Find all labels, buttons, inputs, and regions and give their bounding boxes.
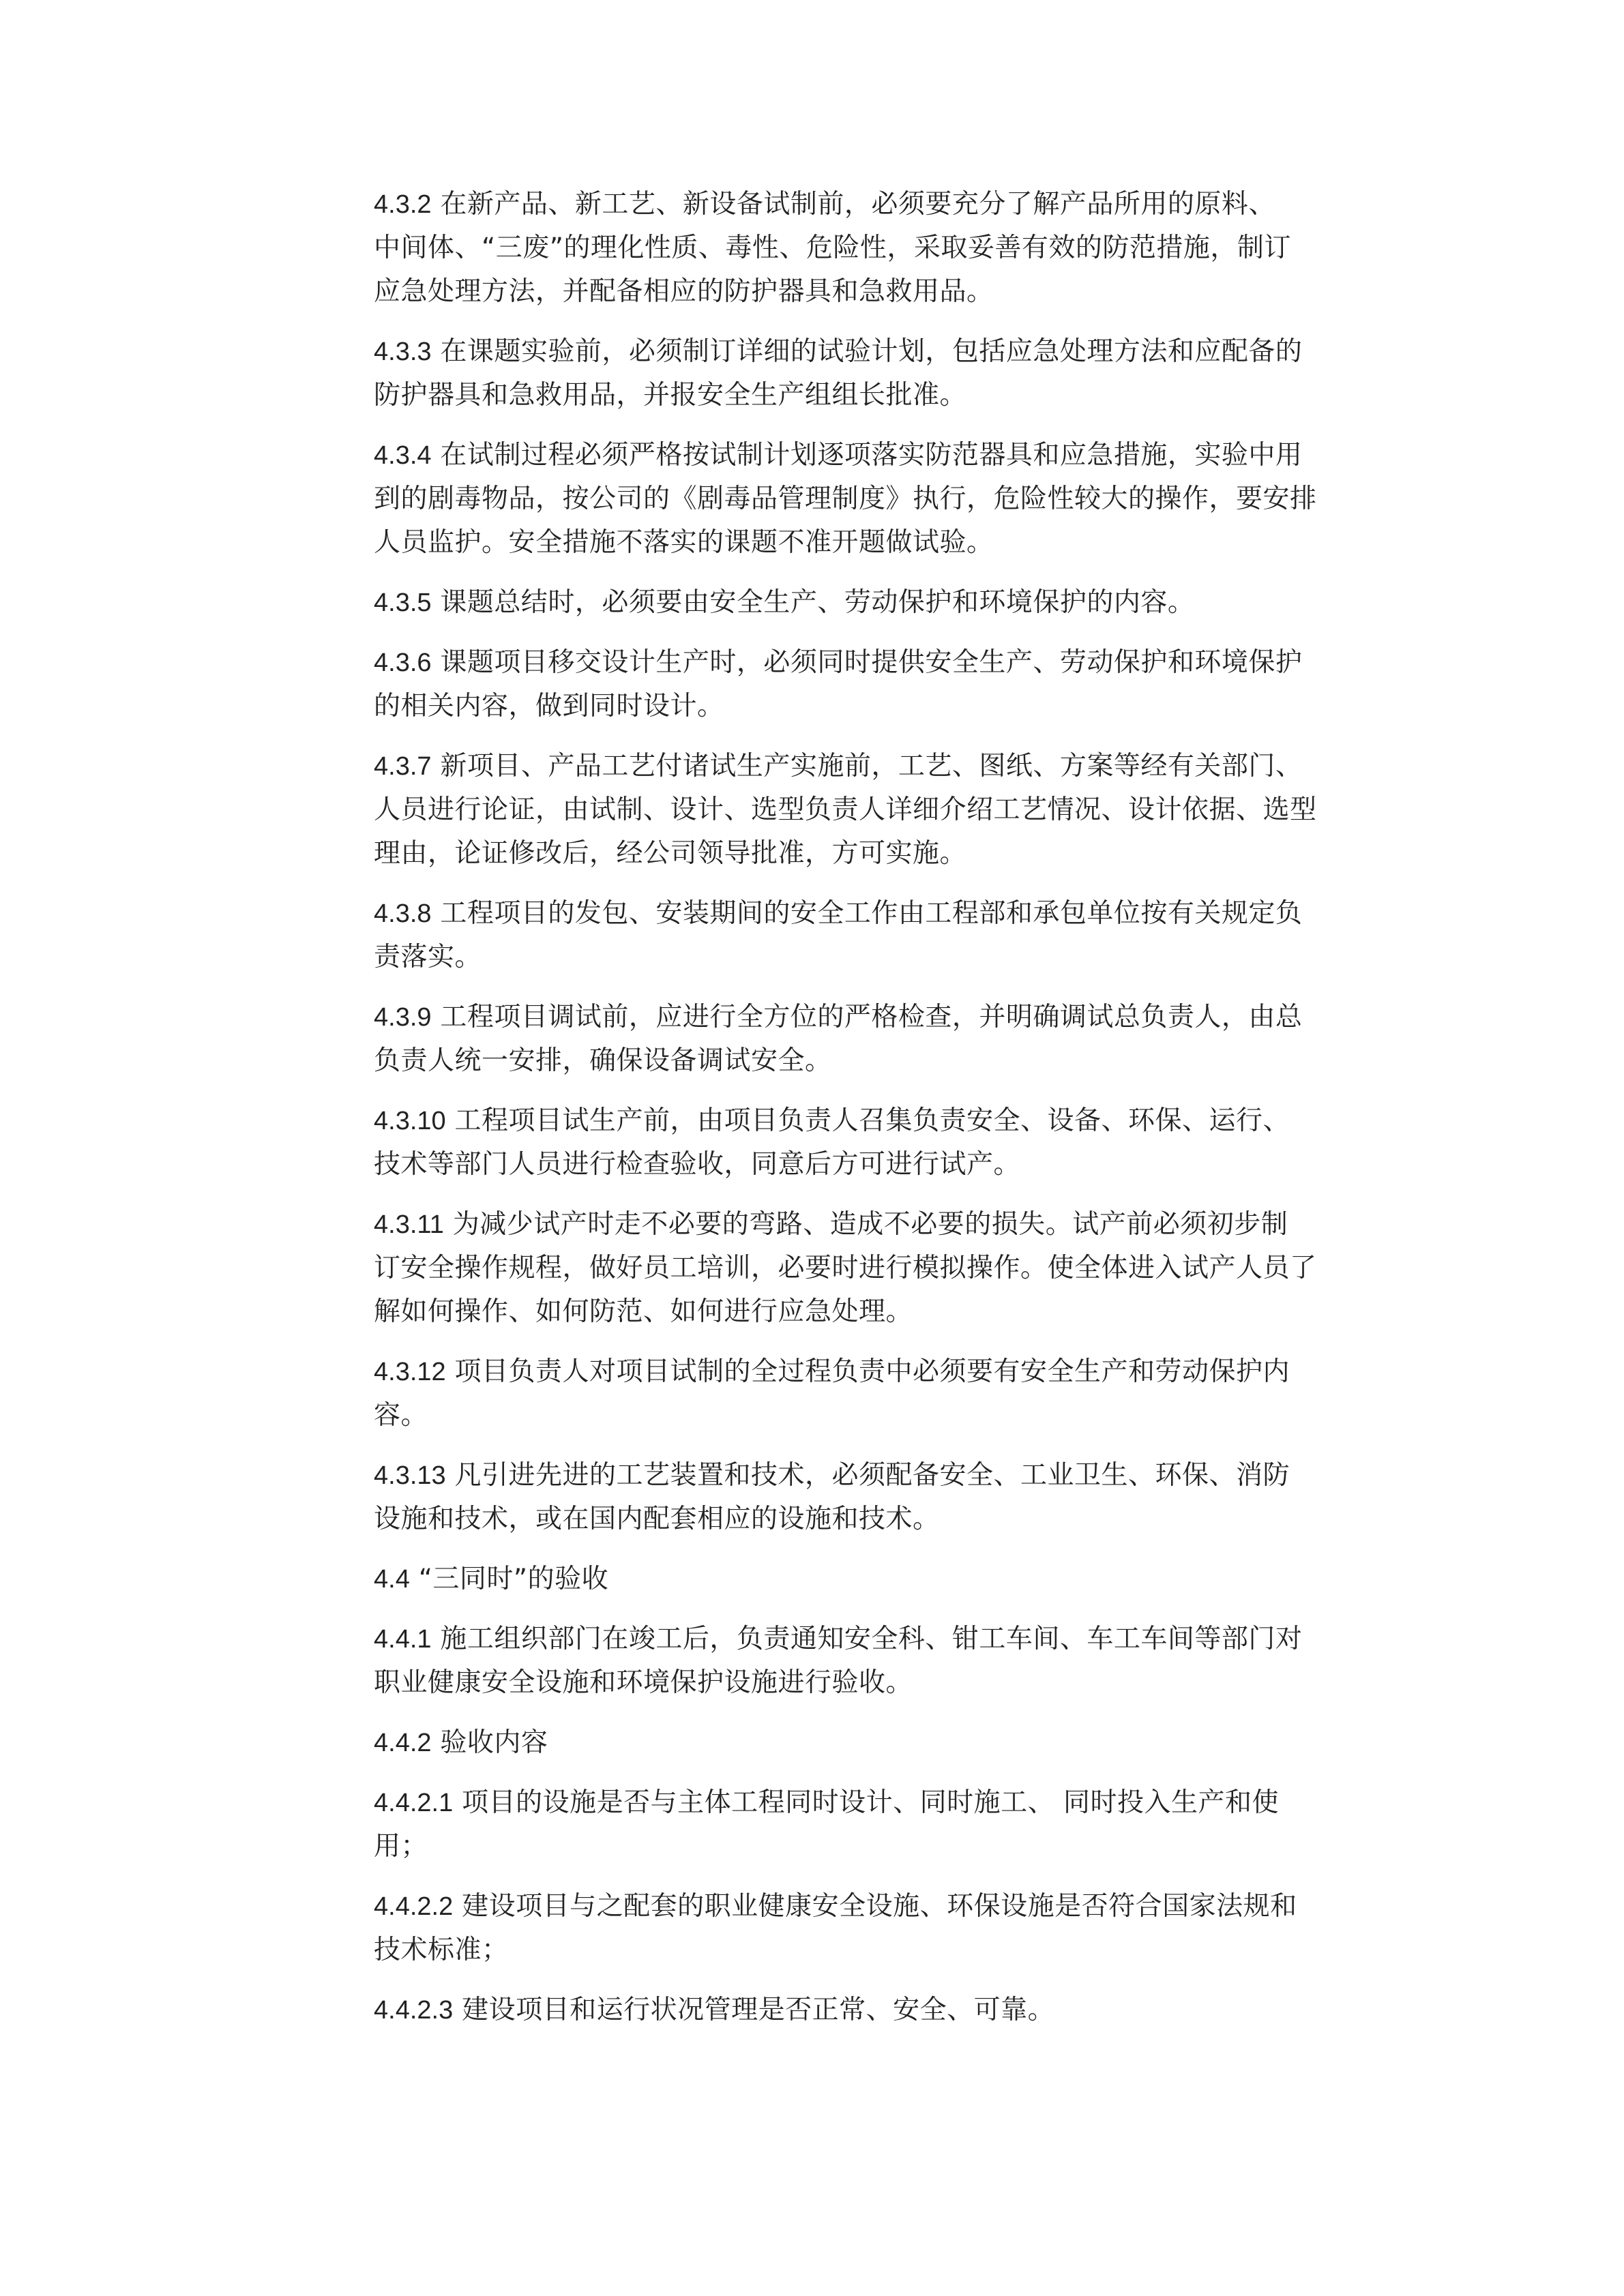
paragraph bbox=[374, 745, 1376, 876]
clause-text: 为减少试产时走不必要的弯路、造成不必要的损失。试产前必须初步制 bbox=[443, 1209, 1288, 1240]
paragraph-line bbox=[374, 996, 1376, 1039]
paragraph-line bbox=[374, 581, 1376, 625]
clause-number: 4.3.11 bbox=[374, 1210, 444, 1239]
clause-text: 技术等部门人员进行检查验收，同意后方可进行试产。 bbox=[374, 1149, 1021, 1180]
clause-text: 用； bbox=[374, 1831, 428, 1862]
clause-text: 建设项目和运行状况管理是否正常、安全、可靠。 bbox=[453, 1995, 1055, 2025]
paragraph-line bbox=[374, 1617, 1376, 1661]
clause-text: 工程项目试生产前，由项目负责人召集负责安全、设备、环保、运行、 bbox=[445, 1105, 1290, 1136]
clause-text: 解如何操作、如何防范、如何进行应急处理。 bbox=[374, 1296, 913, 1327]
clause-text: 课题总结时，必须要由安全生产、劳动保护和环境保护的内容。 bbox=[431, 587, 1195, 618]
paragraph bbox=[374, 1203, 1376, 1334]
clause-number: 4.3.13 bbox=[374, 1461, 446, 1490]
paragraph-line bbox=[374, 936, 1376, 979]
clause-text: 的相关内容，做到同时设计。 bbox=[374, 691, 724, 721]
paragraph-line bbox=[374, 1247, 1376, 1290]
clause-text: 理由，论证修改后，经公司领导批准，方可实施。 bbox=[374, 838, 967, 869]
clause-number: 4.3.6 bbox=[374, 648, 432, 677]
clause-number: 4.3.5 bbox=[374, 588, 432, 617]
paragraph bbox=[374, 1350, 1376, 1437]
clause-text: 技术标准； bbox=[374, 1935, 509, 1965]
clause-text: 在试制过程必须严格按试制计划逐项落实防范器具和应急措施，实验中用 bbox=[431, 440, 1303, 471]
clause-number: 4.3.10 bbox=[374, 1107, 446, 1135]
clause-number: 4.3.7 bbox=[374, 752, 432, 781]
paragraph-line bbox=[374, 521, 1376, 565]
paragraph bbox=[374, 641, 1376, 728]
paragraph-line bbox=[374, 1885, 1376, 1928]
clause-text: 在新产品、新工艺、新设备试制前，必须要充分了解产品所用的原料、 bbox=[431, 189, 1275, 220]
clause-text: 建设项目与之配套的职业健康安全设施、环保设施是否符合国家法规和 bbox=[453, 1891, 1297, 1922]
paragraph-line bbox=[374, 1454, 1376, 1497]
paragraph-line bbox=[374, 183, 1376, 226]
paragraph-line bbox=[374, 892, 1376, 936]
paragraph bbox=[374, 1454, 1376, 1541]
paragraph-line bbox=[374, 1781, 1376, 1825]
clause-text: 验收内容 bbox=[431, 1727, 548, 1758]
clause-text: 订安全操作规程，做好员工培训，必要时进行模拟操作。使全体进入试产人员了 bbox=[374, 1253, 1317, 1283]
clause-text: 容。 bbox=[374, 1400, 428, 1431]
clause-text: 负责人统一安排，确保设备调试安全。 bbox=[374, 1045, 832, 1076]
clause-number: 4.3.9 bbox=[374, 1003, 432, 1032]
clause-number: 4.4.2.1 bbox=[374, 1789, 454, 1817]
paragraph-line bbox=[374, 1099, 1376, 1143]
paragraph-line bbox=[374, 1143, 1376, 1187]
clause-text: 人员监护。安全措施不落实的课题不准开题做试验。 bbox=[374, 527, 994, 558]
paragraph bbox=[374, 1099, 1376, 1187]
clause-text: 设施和技术，或在国内配套相应的设施和技术。 bbox=[374, 1504, 940, 1534]
paragraph bbox=[374, 1988, 1376, 2032]
paragraph-line bbox=[374, 270, 1376, 314]
paragraph-line bbox=[374, 1661, 1376, 1705]
paragraph bbox=[374, 1617, 1376, 1705]
clause-text: 职业健康安全设施和环境保护设施进行验收。 bbox=[374, 1667, 913, 1698]
clause-text: 凡引进先进的工艺装置和技术，必须配备安全、工业卫生、环保、消防 bbox=[445, 1460, 1290, 1491]
paragraph-line bbox=[374, 788, 1376, 832]
clause-number: 4.3.12 bbox=[374, 1358, 446, 1386]
clause-text: 工程项目调试前，应进行全方位的严格检查，并明确调试总负责人，由总 bbox=[431, 1002, 1303, 1032]
paragraph bbox=[374, 183, 1376, 314]
clause-text: 项目的设施是否与主体工程同时设计、同时施工、 同时投入生产和使 bbox=[453, 1787, 1280, 1818]
paragraph-line bbox=[374, 1825, 1376, 1868]
paragraph-line bbox=[374, 1928, 1376, 1972]
clause-number: 4.3.4 bbox=[374, 441, 432, 470]
paragraph-line bbox=[374, 745, 1376, 788]
clause-text: 中间体、“三废”的理化性质、毒性、危险性，采取妥善有效的防范措施，制订 bbox=[374, 233, 1291, 263]
paragraph-line bbox=[374, 641, 1376, 685]
paragraph-line bbox=[374, 1988, 1376, 2032]
clause-text: 课题项目移交设计生产时，必须同时提供安全生产、劳动保护和环境保护 bbox=[431, 647, 1303, 678]
paragraph-line bbox=[374, 434, 1376, 477]
paragraph bbox=[374, 434, 1376, 565]
clause-text: 责落实。 bbox=[374, 942, 482, 972]
paragraph bbox=[374, 892, 1376, 979]
paragraph bbox=[374, 581, 1376, 625]
clause-text: 防护器具和急救用品，并报安全生产组组长批准。 bbox=[374, 380, 967, 411]
paragraph-line bbox=[374, 685, 1376, 728]
clause-number: 4.4.2.3 bbox=[374, 1996, 454, 2025]
paragraph-line bbox=[374, 1557, 1376, 1601]
clause-text: 施工组织部门在竣工后，负责通知安全科、钳工车间、车工车间等部门对 bbox=[431, 1624, 1303, 1654]
clause-text: 到的剧毒物品，按公司的《剧毒品管理制度》执行，危险性较大的操作，要安排 bbox=[374, 483, 1317, 514]
clause-number: 4.3.3 bbox=[374, 338, 432, 366]
clause-text: 项目负责人对项目试制的全过程负责中必须要有安全生产和劳动保护内 bbox=[445, 1356, 1290, 1387]
paragraph-line bbox=[374, 330, 1376, 374]
paragraph-line bbox=[374, 1290, 1376, 1334]
paragraph-line bbox=[374, 1394, 1376, 1437]
paragraph-line bbox=[374, 1203, 1376, 1247]
clause-number: 4.4.1 bbox=[374, 1625, 432, 1654]
clause-text: 人员进行论证，由试制、设计、选型负责人详细介绍工艺情况、设计依据、选型 bbox=[374, 794, 1317, 825]
paragraph-line bbox=[374, 374, 1376, 417]
paragraph bbox=[374, 996, 1376, 1083]
paragraph-line bbox=[374, 1497, 1376, 1541]
paragraph bbox=[374, 1781, 1376, 1868]
paragraph bbox=[374, 1721, 1376, 1765]
clause-number: 4.3.8 bbox=[374, 899, 432, 928]
clause-text: 新项目、产品工艺付诸试生产实施前，工艺、图纸、方案等经有关部门、 bbox=[431, 751, 1303, 781]
clause-number: 4.4 bbox=[374, 1565, 410, 1594]
paragraph-line bbox=[374, 1039, 1376, 1083]
clause-number: 4.4.2.2 bbox=[374, 1892, 454, 1921]
paragraph-line bbox=[374, 832, 1376, 876]
clause-text: “三同时”的验收 bbox=[409, 1564, 609, 1594]
clause-number: 4.3.2 bbox=[374, 190, 432, 219]
clause-text: 应急处理方法，并配备相应的防护器具和急救用品。 bbox=[374, 276, 994, 307]
paragraph-line bbox=[374, 1350, 1376, 1394]
paragraph bbox=[374, 1885, 1376, 1972]
clause-text: 在课题实验前，必须制订详细的试验计划，包括应急处理方法和应配备的 bbox=[431, 336, 1303, 367]
paragraph bbox=[374, 330, 1376, 417]
paragraph-line bbox=[374, 1721, 1376, 1765]
paragraph bbox=[374, 1557, 1376, 1601]
clause-text: 工程项目的发包、安装期间的安全工作由工程部和承包单位按有关规定负 bbox=[431, 898, 1303, 929]
paragraph-line bbox=[374, 226, 1376, 270]
clause-number: 4.4.2 bbox=[374, 1729, 432, 1757]
paragraph-line bbox=[374, 477, 1376, 521]
